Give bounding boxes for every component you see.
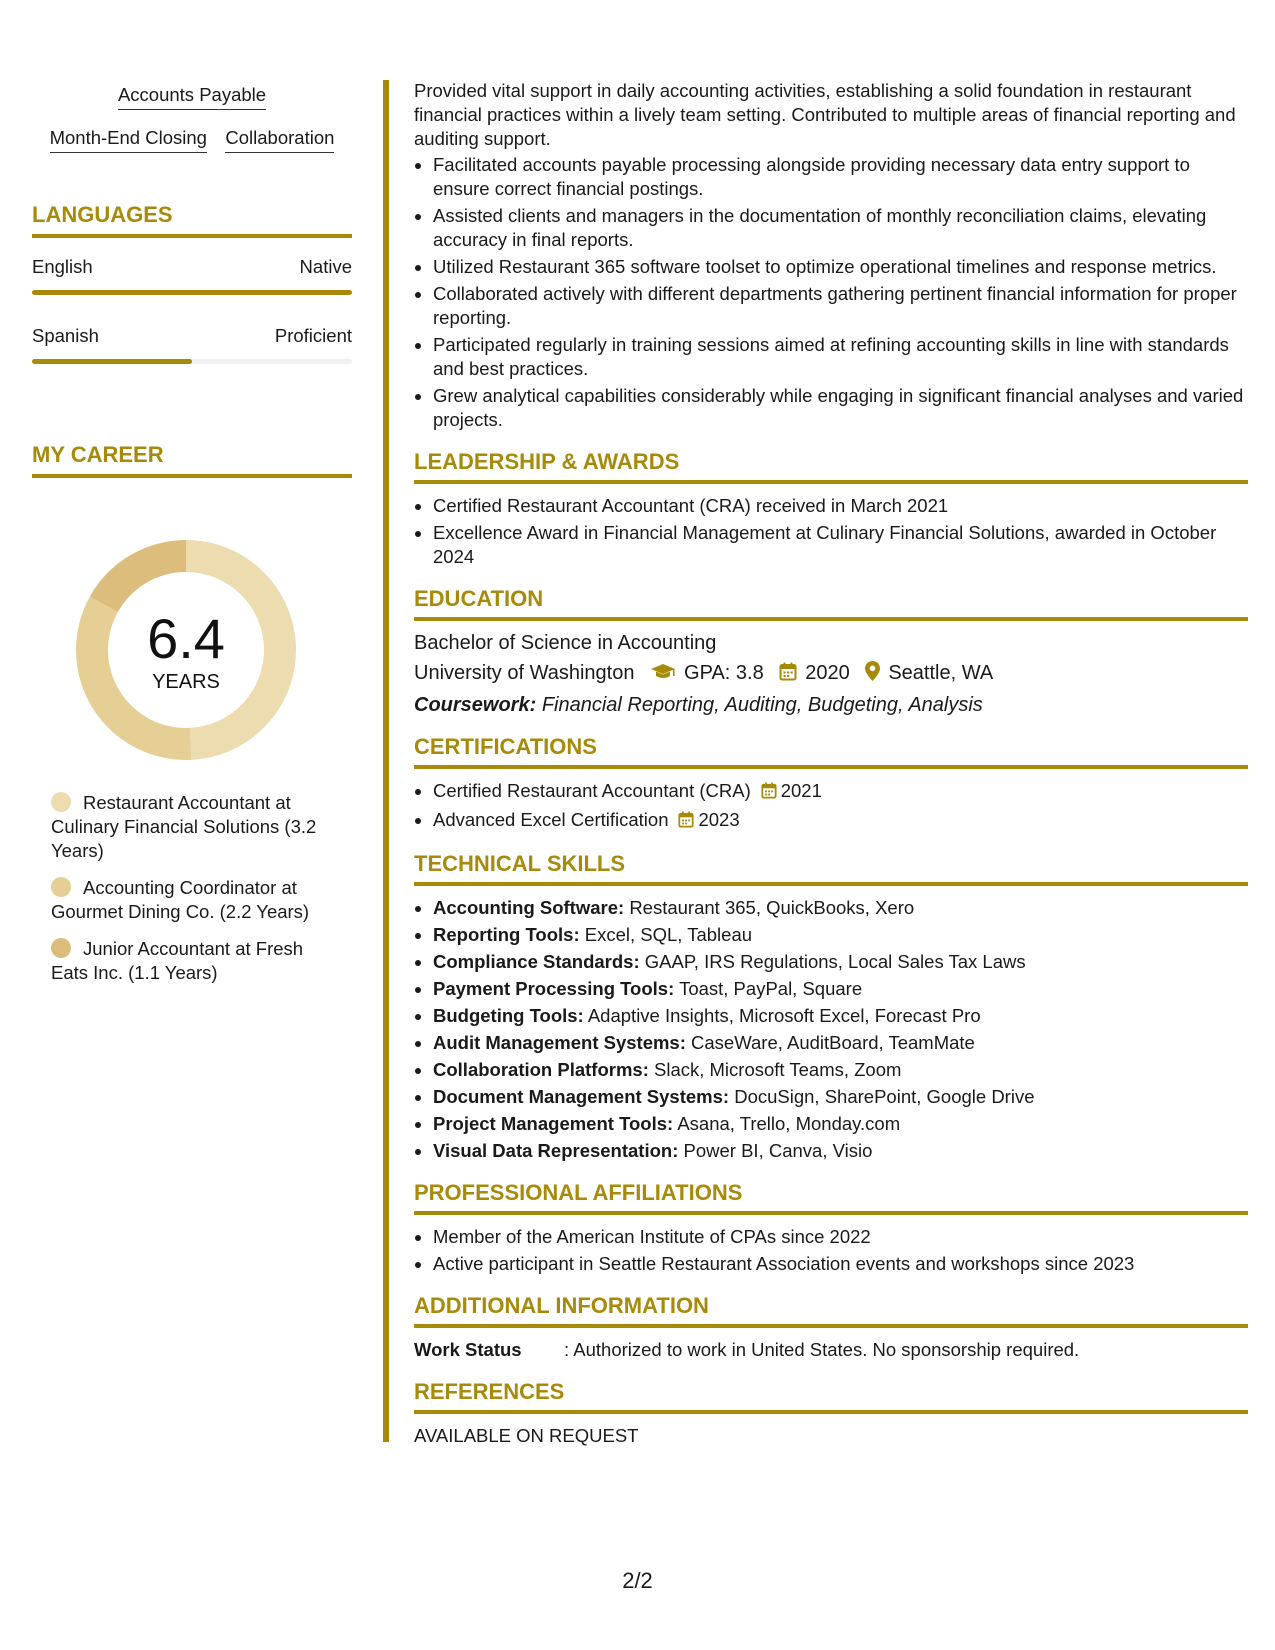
affiliations-title: PROFESSIONAL AFFILIATIONS bbox=[414, 1179, 1248, 1215]
skill-tag: Collaboration bbox=[225, 127, 334, 153]
skills-row bbox=[32, 127, 352, 153]
career-item-label: Restaurant Accountant at Culinary Financial Solutions (3.2 Years) bbox=[51, 792, 317, 861]
technical-skills-title: TECHNICAL SKILLS bbox=[414, 850, 1248, 886]
list-item: • Active participant in Seattle Restaurant Association events and workshops since 2023 bbox=[433, 1252, 1248, 1276]
skill-values: Power BI, Canva, Visio bbox=[683, 1140, 873, 1161]
list-item bbox=[433, 1112, 1248, 1136]
skill-category: Reporting Tools: bbox=[433, 924, 580, 945]
language-name: English bbox=[32, 256, 93, 277]
skill-values: Restaurant 365, QuickBooks, Xero bbox=[629, 897, 915, 918]
career-item-label: Junior Accountant at Fresh Eats Inc. (1.1 Years) bbox=[51, 938, 304, 983]
skill-values: Toast, PayPal, Square bbox=[679, 978, 863, 999]
list-item bbox=[433, 1004, 1248, 1028]
list-item bbox=[433, 779, 1248, 805]
list-item bbox=[433, 1139, 1248, 1163]
references-title: REFERENCES bbox=[414, 1378, 1248, 1414]
education-school: University of Washington bbox=[414, 662, 635, 684]
right-column bbox=[414, 79, 1248, 1448]
languages-title: LANGUAGES bbox=[32, 202, 352, 238]
location-pin-icon bbox=[865, 661, 880, 687]
technical-skills-list bbox=[414, 896, 1248, 1163]
career-dot bbox=[51, 877, 71, 897]
career-item-label: Accounting Coordinator at Gourmet Dining Co. (2.2 Years) bbox=[51, 877, 310, 922]
list-item: • Certified Restaurant Accountant (CRA) received in March 2021 bbox=[433, 494, 1248, 518]
list-item: • Member of the American Institute of CPAs since 2022 bbox=[433, 1225, 1248, 1249]
language-bar-english bbox=[32, 290, 352, 295]
career-total-unit: YEARS bbox=[152, 671, 220, 693]
list-item bbox=[433, 950, 1248, 974]
list-item bbox=[433, 977, 1248, 1001]
certifications-list bbox=[414, 779, 1248, 834]
work-status-row bbox=[414, 1338, 1248, 1362]
list-item bbox=[433, 923, 1248, 947]
skill-values: Excel, SQL, Tableau bbox=[584, 924, 753, 945]
list-item: • Excellence Award in Financial Management at Culinary Financial Solutions, awarded in October 2024 bbox=[433, 521, 1248, 569]
language-level: Proficient bbox=[274, 325, 352, 346]
language-name: Spanish bbox=[32, 325, 99, 346]
calendar-icon bbox=[779, 662, 797, 687]
career-donut-chart bbox=[66, 530, 306, 770]
career-item bbox=[51, 876, 341, 924]
language-level: Native bbox=[299, 256, 352, 277]
references-text: AVAILABLE ON REQUEST bbox=[414, 1425, 639, 1446]
skills-row bbox=[32, 84, 352, 110]
list-item bbox=[433, 896, 1248, 920]
skill-tag: Accounts Payable bbox=[118, 84, 266, 110]
calendar-icon bbox=[678, 810, 694, 834]
skill-category: Project Management Tools: bbox=[433, 1113, 674, 1134]
work-status-label: Work Status bbox=[414, 1339, 522, 1360]
experience-bullets bbox=[414, 153, 1248, 432]
list-item: • Collaborated actively with different departments gathering pertinent financial information for proper reporting. bbox=[433, 282, 1248, 330]
calendar-icon bbox=[761, 781, 777, 805]
list-item: • Grew analytical capabilities considerably while engaging in significant financial analyses and varied projects. bbox=[433, 384, 1248, 432]
skill-category: Payment Processing Tools: bbox=[433, 978, 675, 999]
skill-category: Audit Management Systems: bbox=[433, 1032, 686, 1053]
work-status-value: : Authorized to work in United States. No sponsorship required. bbox=[564, 1339, 1080, 1360]
career-total-value: 6.4 bbox=[147, 607, 225, 670]
list-item bbox=[433, 1031, 1248, 1055]
skill-values: Asana, Trello, Monday.com bbox=[677, 1113, 901, 1134]
education-coursework bbox=[414, 693, 1248, 717]
career-dot bbox=[51, 938, 71, 958]
certification-year: 2023 bbox=[698, 809, 740, 830]
education-gpa: GPA: 3.8 bbox=[684, 662, 764, 684]
skill-values: CaseWare, AuditBoard, TeamMate bbox=[691, 1032, 975, 1053]
career-dot bbox=[51, 792, 71, 812]
career-item bbox=[51, 791, 341, 863]
graduation-cap-icon bbox=[650, 663, 676, 687]
list-item: • Assisted clients and managers in the documentation of monthly reconciliation claims, elevating accuracy in final reports. bbox=[433, 204, 1248, 252]
education-location: Seattle, WA bbox=[888, 662, 994, 684]
skill-values: GAAP, IRS Regulations, Local Sales Tax Laws bbox=[644, 951, 1026, 972]
column-divider bbox=[383, 80, 389, 1442]
list-item bbox=[433, 808, 1248, 834]
page-number: 2/2 bbox=[622, 1568, 653, 1593]
education-details bbox=[414, 661, 1248, 687]
affiliations-list bbox=[414, 1225, 1248, 1276]
skill-category: Budgeting Tools: bbox=[433, 1005, 584, 1026]
skill-category: Accounting Software: bbox=[433, 897, 625, 918]
list-item: • Participated regularly in training sessions aimed at refining accounting skills in line with standards and best practices. bbox=[433, 333, 1248, 381]
skill-tag: Month-End Closing bbox=[50, 127, 207, 153]
education-title: EDUCATION bbox=[414, 585, 1248, 621]
skill-values: DocuSign, SharePoint, Google Drive bbox=[734, 1086, 1035, 1107]
additional-info-title: ADDITIONAL INFORMATION bbox=[414, 1292, 1248, 1328]
skill-values: Adaptive Insights, Microsoft Excel, Forecast Pro bbox=[587, 1005, 981, 1026]
awards-title: LEADERSHIP & AWARDS bbox=[414, 448, 1248, 484]
skill-category: Compliance Standards: bbox=[433, 951, 640, 972]
certifications-title: CERTIFICATIONS bbox=[414, 733, 1248, 769]
skill-values: Slack, Microsoft Teams, Zoom bbox=[654, 1059, 902, 1080]
coursework-value: Financial Reporting, Auditing, Budgeting, Analysis bbox=[541, 694, 983, 716]
list-item bbox=[433, 1085, 1248, 1109]
certification-name: Advanced Excel Certification bbox=[433, 809, 669, 830]
list-item bbox=[433, 1058, 1248, 1082]
experience-summary: Provided vital support in daily accounting activities, establishing a solid foundation in restaurant financial practices within a lively team setting. Contributed to multiple areas of financial reporting and auditing support. bbox=[414, 80, 1236, 149]
certification-name: Certified Restaurant Accountant (CRA) bbox=[433, 780, 751, 801]
language-bar-fill bbox=[32, 359, 192, 364]
education-degree: Bachelor of Science in Accounting bbox=[414, 632, 717, 654]
coursework-label: Coursework: bbox=[414, 694, 537, 716]
language-bar-spanish bbox=[32, 359, 352, 364]
skill-category: Collaboration Platforms: bbox=[433, 1059, 649, 1080]
career-item bbox=[51, 937, 341, 985]
education-year: 2020 bbox=[805, 662, 850, 684]
awards-list bbox=[414, 494, 1248, 569]
list-item: • Facilitated accounts payable processing alongside providing necessary data entry support to ensure correct financial postings. bbox=[433, 153, 1248, 201]
skill-category: Document Management Systems: bbox=[433, 1086, 730, 1107]
skill-category: Visual Data Representation: bbox=[433, 1140, 679, 1161]
list-item: • Utilized Restaurant 365 software toolset to optimize operational timelines and response metrics. bbox=[433, 255, 1248, 279]
language-bar-fill bbox=[32, 290, 352, 295]
career-title: MY CAREER bbox=[32, 442, 352, 478]
certification-year: 2021 bbox=[780, 780, 822, 801]
donut-segment bbox=[90, 540, 186, 612]
